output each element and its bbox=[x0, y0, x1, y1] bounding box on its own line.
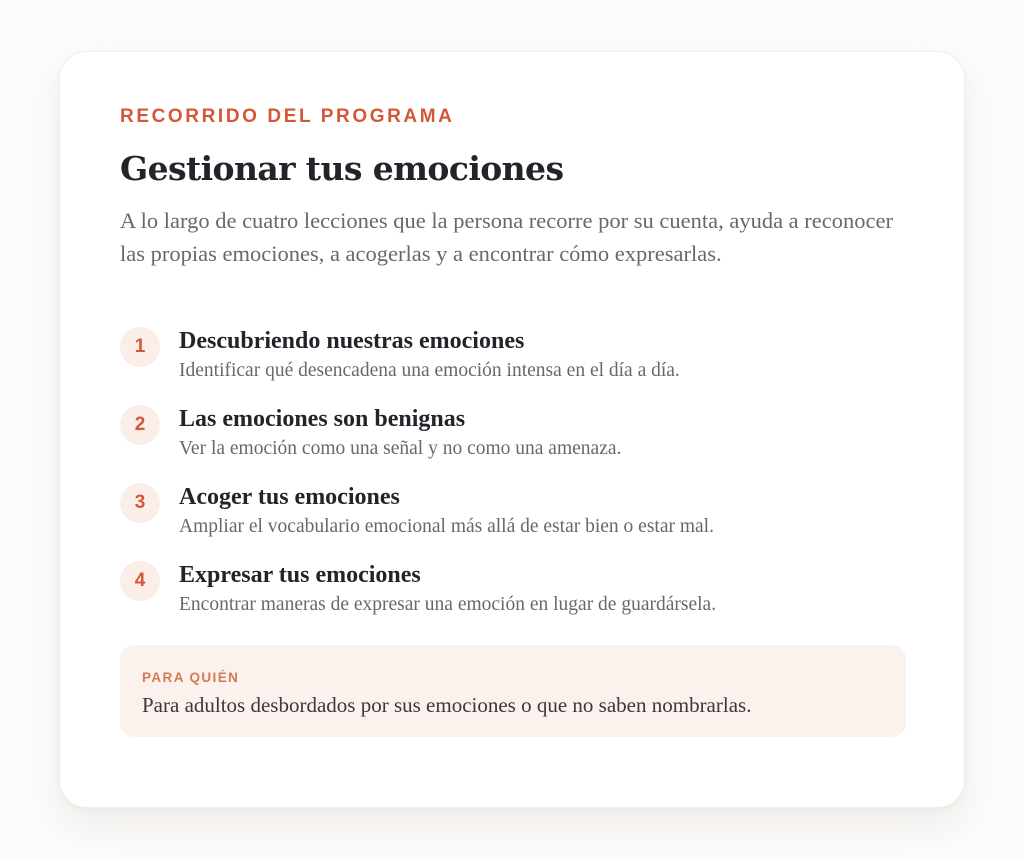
section-eyebrow: RECORRIDO DEL PROGRAMA bbox=[120, 106, 455, 127]
lesson-number-badge: 1 bbox=[120, 327, 160, 367]
lesson-item bbox=[120, 559, 900, 637]
lesson-item bbox=[120, 403, 900, 481]
audience-label: PARA QUIÉN bbox=[142, 670, 240, 685]
lesson-title: Acoger tus emociones bbox=[179, 484, 400, 510]
lesson-title: Las emociones son benignas bbox=[179, 406, 466, 432]
lesson-description: Encontrar maneras de expresar una emoción en lugar de guardársela. bbox=[179, 594, 717, 615]
lesson-description: Ampliar el vocabulario emocional más allá de estar bien o estar mal. bbox=[179, 516, 714, 537]
program-card bbox=[59, 51, 965, 808]
lesson-number-badge: 4 bbox=[120, 561, 160, 601]
lesson-list bbox=[120, 325, 900, 637]
lesson-item bbox=[120, 325, 900, 403]
lesson-title: Descubriendo nuestras emociones bbox=[179, 328, 525, 354]
lesson-description: Identificar qué desencadena una emoción intensa en el día a día. bbox=[179, 360, 680, 381]
lesson-description: Ver la emoción como una señal y no como una amenaza. bbox=[179, 438, 622, 459]
program-intro: A lo largo de cuatro lecciones que la persona recorre por su cuenta, ayuda a reconocer las propias emociones, a acogerlas y a encontrar cómo expresarlas. bbox=[120, 208, 893, 266]
lesson-number-badge: 2 bbox=[120, 405, 160, 445]
audience-callout bbox=[120, 645, 906, 737]
page-title: Gestionar tus emociones bbox=[120, 149, 564, 188]
lesson-item bbox=[120, 481, 900, 559]
lesson-number-badge: 3 bbox=[120, 483, 160, 523]
audience-text: Para adultos desbordados por sus emociones o que no saben nombrarlas. bbox=[142, 693, 752, 717]
lesson-title: Expresar tus emociones bbox=[179, 562, 421, 588]
